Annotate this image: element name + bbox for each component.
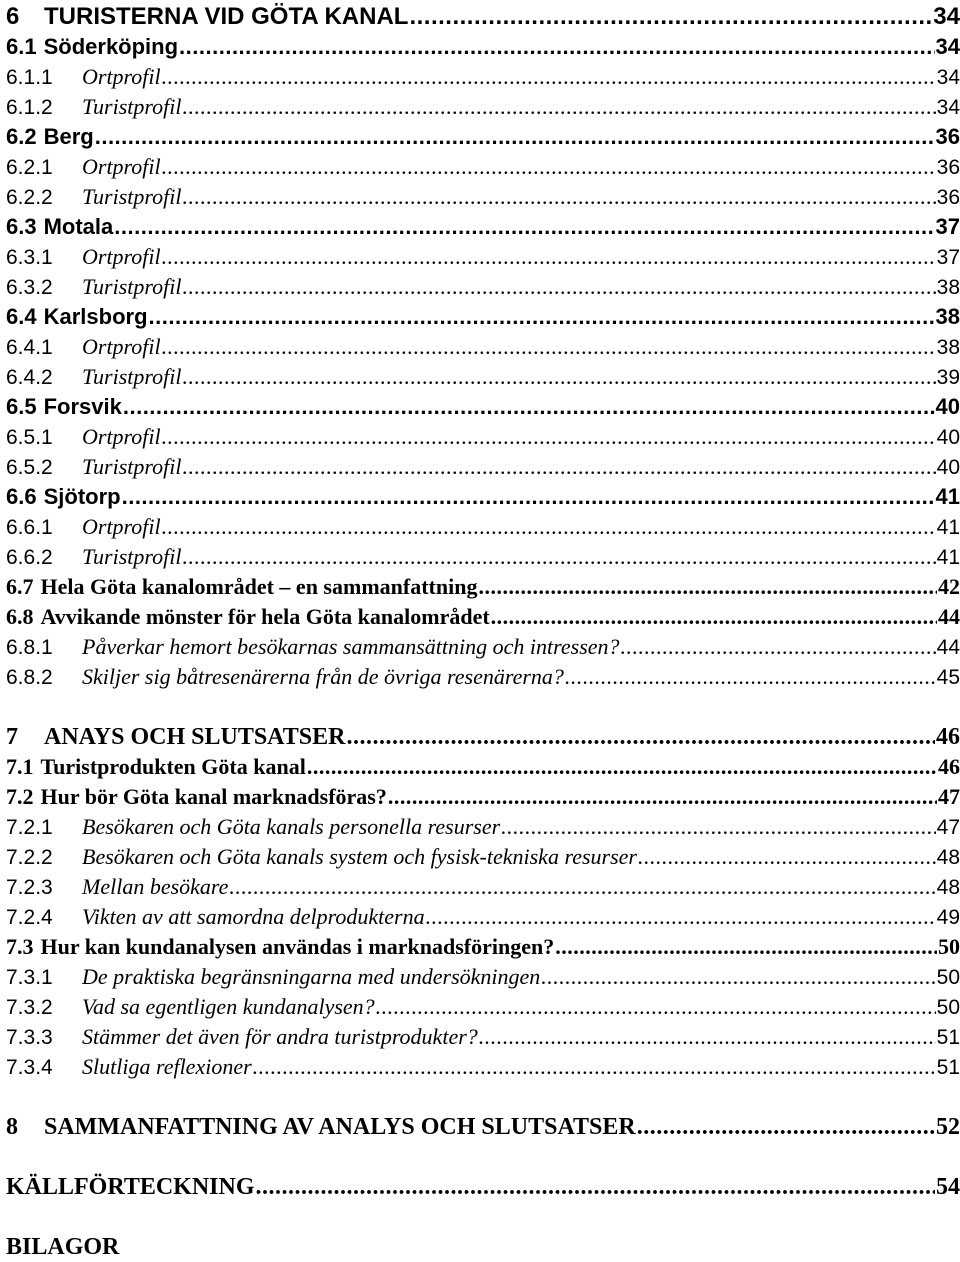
toc-leader-dots [491, 602, 937, 632]
toc-entry-number: 7.2.2 [6, 846, 53, 869]
toc-entry[interactable] [6, 122, 960, 152]
toc-entry[interactable] [6, 932, 960, 962]
toc-entry-title: Slutliga reflexioner [82, 1054, 252, 1079]
toc-leader-dots [478, 572, 937, 602]
toc-entry[interactable] [6, 392, 960, 422]
toc-leader-dots [162, 242, 936, 272]
toc-entry-number: 6.8.1 [6, 636, 53, 659]
toc-entry-title: Turistprofil [82, 184, 182, 209]
toc-leader-dots [182, 92, 935, 122]
toc-leader-dots [409, 2, 932, 32]
toc-entry-title: Mellan besökare [82, 874, 229, 899]
toc-leader-dots [182, 452, 935, 482]
toc-entry[interactable] [6, 452, 960, 482]
toc-entry-page: 45 [936, 666, 960, 689]
toc-entry-page: 34 [936, 66, 960, 89]
toc-entry-number: 6.5.2 [6, 456, 53, 479]
toc-entry-page: 41 [936, 546, 960, 569]
toc-entry-title: Karlsborg [43, 304, 148, 329]
toc-entry-page: 40 [936, 456, 960, 479]
toc-entry[interactable] [6, 212, 960, 242]
toc-entry-number: 7.3.1 [6, 966, 53, 989]
toc-leader-dots [162, 512, 936, 542]
toc-leader-dots [376, 992, 936, 1022]
toc-entry-page: 42 [938, 574, 960, 599]
toc-entry[interactable] [6, 512, 960, 542]
toc-entry-page: 39 [936, 366, 960, 389]
toc-entry-title: Ortprofil [82, 154, 161, 179]
toc-entry-title: Forsvik [43, 394, 122, 419]
toc-entry-page: 48 [936, 876, 960, 899]
toc-entry[interactable] [6, 1232, 960, 1262]
toc-entry[interactable] [6, 362, 960, 392]
toc-entry-number: 6.1.2 [6, 96, 53, 119]
toc-entry-page: 44 [938, 604, 960, 629]
toc-entry-page: 46 [938, 754, 960, 779]
toc-entry-number: 7.3.3 [6, 1026, 53, 1049]
toc-leader-dots [638, 842, 936, 872]
toc-leader-dots [182, 362, 935, 392]
toc-entry-title: Vikten av att samordna delprodukterna [82, 904, 425, 929]
toc-entry-title: Ortprofil [82, 514, 161, 539]
toc-leader-dots [182, 542, 935, 572]
toc-entry-page: 37 [936, 246, 960, 269]
toc-entry[interactable] [6, 1172, 960, 1202]
toc-entry-page: 48 [936, 846, 960, 869]
toc-entry-title: Sjötorp [43, 484, 121, 509]
toc-entry-page: 36 [935, 124, 960, 149]
toc-leader-dots [95, 122, 935, 152]
toc-entry-number: 6.4.1 [6, 336, 53, 359]
toc-entry[interactable] [6, 602, 960, 632]
toc-entry-page: 49 [936, 906, 960, 929]
toc-entry-page: 44 [936, 636, 960, 659]
toc-entry[interactable] [6, 842, 960, 872]
toc-entry-page: 38 [935, 304, 960, 329]
toc-entry-page: 36 [936, 156, 960, 179]
toc-entry-number: 6.3.1 [6, 246, 53, 269]
toc-leader-dots [555, 932, 937, 962]
toc-leader-dots [501, 812, 936, 842]
toc-entry[interactable] [6, 302, 960, 332]
toc-entry-page: 47 [938, 784, 960, 809]
toc-entry[interactable] [6, 572, 960, 602]
toc-entry-number: 7 [6, 724, 18, 750]
toc-entry[interactable] [6, 632, 960, 662]
toc-leader-dots [162, 422, 936, 452]
toc-entry-number: 6.1.1 [6, 66, 53, 89]
toc-entry[interactable] [6, 152, 960, 182]
toc-leader-dots [541, 962, 935, 992]
toc-entry[interactable] [6, 482, 960, 512]
toc-entry-page: 41 [936, 516, 960, 539]
toc-leader-dots [122, 482, 935, 512]
toc-entry[interactable] [6, 662, 960, 692]
toc-entry-number: 6.4 [6, 304, 37, 329]
toc-leader-dots [637, 1112, 935, 1142]
toc-entry[interactable] [6, 1112, 960, 1142]
toc-leader-dots [229, 872, 935, 902]
toc-entry-title: Vad sa egentligen kundanalysen? [82, 994, 375, 1019]
toc-entry[interactable] [6, 752, 960, 782]
toc-entry[interactable] [6, 62, 960, 92]
toc-entry-title: Ortprofil [82, 334, 161, 359]
toc-entry[interactable] [6, 182, 960, 212]
toc-entry-number: 6.2 [6, 124, 37, 149]
toc-entry[interactable] [6, 542, 960, 572]
toc-entry-title: Ortprofil [82, 64, 161, 89]
toc-entry-number: 6.3.2 [6, 276, 53, 299]
toc-entry-title: BILAGOR [6, 1234, 120, 1260]
toc-entry-page: 37 [935, 214, 960, 239]
toc-entry-page: 38 [936, 276, 960, 299]
toc-entry-number: 6.8.2 [6, 666, 53, 689]
toc-entry-page: 38 [936, 336, 960, 359]
toc-entry-page: 40 [936, 426, 960, 449]
toc-entry-number: 7.2.4 [6, 906, 53, 929]
toc-entry-number: 6.2.1 [6, 156, 53, 179]
toc-leader-dots [179, 32, 934, 62]
toc-entry-page: 36 [936, 186, 960, 209]
toc-entry-page: 51 [936, 1056, 960, 1079]
toc-entry-title: Turistprofil [82, 364, 182, 389]
toc-entry-page: 40 [935, 394, 960, 419]
toc-entry[interactable] [6, 272, 960, 302]
toc-entry-number: 7.3 [6, 934, 34, 959]
toc-entry-title: Ortprofil [82, 424, 161, 449]
toc-entry[interactable] [6, 992, 960, 1022]
toc-entry-number: 6.3 [6, 214, 37, 239]
toc-entry-page: 47 [936, 816, 960, 839]
toc-entry-title: SAMMANFATTNING AV ANALYS OCH SLUTSATSER [44, 1114, 636, 1140]
toc-entry-page: 50 [936, 996, 960, 1019]
toc-leader-dots [162, 152, 936, 182]
toc-entry[interactable] [6, 422, 960, 452]
toc-entry-number: 6.5 [6, 394, 37, 419]
toc-entry-number: 6.6.2 [6, 546, 53, 569]
toc-entry-title: Hela Göta kanalområdet – en sammanfattning [40, 574, 478, 599]
toc-leader-dots [253, 1052, 936, 1082]
toc-leader-dots [426, 902, 936, 932]
toc-entry-number: 7.2 [6, 784, 34, 809]
toc-entry-page: 34 [933, 3, 960, 30]
toc-entry-page: 52 [936, 1114, 960, 1140]
toc-entry-page: 46 [936, 724, 960, 750]
toc-entry-number: 7.2.3 [6, 876, 53, 899]
toc-entry-title: Turistprofil [82, 454, 182, 479]
toc-entry-title: Motala [43, 214, 114, 239]
toc-leader-dots [182, 182, 935, 212]
toc-entry-title: ANAYS OCH SLUTSATSER [44, 724, 346, 750]
toc-leader-dots [123, 392, 935, 422]
toc-entry-number: 6.2.2 [6, 186, 53, 209]
toc-entry-number: 7.1 [6, 754, 34, 779]
toc-entry-number: 6.1 [6, 34, 37, 59]
toc-entry-page: 54 [936, 1174, 960, 1200]
toc-entry-number: 6.6.1 [6, 516, 53, 539]
toc-entry[interactable] [6, 32, 960, 62]
toc-entry[interactable] [6, 2, 960, 32]
toc-entry-title: Ortprofil [82, 244, 161, 269]
toc-leader-dots [621, 632, 936, 662]
toc-entry-title: Besökaren och Göta kanals personella resurser [82, 814, 501, 839]
toc-entry-page: 50 [938, 934, 960, 959]
toc-entry[interactable] [6, 1022, 960, 1052]
toc-entry[interactable] [6, 92, 960, 122]
toc-entry[interactable] [6, 812, 960, 842]
toc-entry-number: 6.5.1 [6, 426, 53, 449]
toc-leader-dots [162, 332, 936, 362]
toc-entry-title: Stämmer det även för andra turistprodukter? [82, 1024, 478, 1049]
toc-entry[interactable] [6, 332, 960, 362]
toc-entry-title: Turistprofil [82, 274, 182, 299]
toc-entry-number: 7.3.4 [6, 1056, 53, 1079]
toc-entry-title: Turistprodukten Göta kanal [40, 754, 306, 779]
toc-entry-title: Avvikande mönster för hela Göta kanalområdet [40, 604, 490, 629]
toc-leader-dots [479, 1022, 936, 1052]
toc-entry[interactable] [6, 872, 960, 902]
toc-entry[interactable] [6, 242, 960, 272]
toc-leader-dots [149, 302, 935, 332]
toc-leader-dots [346, 722, 935, 752]
toc-entry-number: 6.6 [6, 484, 37, 509]
toc-entry-title: De praktiska begränsningarna med undersökningen [82, 964, 541, 989]
toc-entry-title: Skiljer sig båtresenärerna från de övriga resenärerna? [82, 664, 564, 689]
toc-leader-dots [565, 662, 936, 692]
toc-entry-title: Hur kan kundanalysen användas i marknadsföringen? [40, 934, 555, 959]
toc-entry-title: Berg [43, 124, 94, 149]
toc-entry-number: 6.7 [6, 574, 34, 599]
toc-entry-title: Påverkar hemort besökarnas sammansättning och intressen? [82, 634, 620, 659]
toc-entry[interactable] [6, 782, 960, 812]
toc-entry-page: 34 [935, 34, 960, 59]
toc-leader-dots [256, 1172, 935, 1202]
toc-entry-title: Turistprofil [82, 94, 182, 119]
toc-leader-dots [182, 272, 935, 302]
toc-entry[interactable] [6, 902, 960, 932]
toc-leader-dots [162, 62, 936, 92]
toc-entry-number: 7.2.1 [6, 816, 53, 839]
toc-entry[interactable] [6, 1052, 960, 1082]
toc-entry-title: TURISTERNA VID GÖTA KANAL [44, 3, 409, 30]
toc-entry-title: Besökaren och Göta kanals system och fysisk-tekniska resurser [82, 844, 637, 869]
toc-entry-page: 41 [935, 484, 960, 509]
toc-entry-title: Turistprofil [82, 544, 182, 569]
toc-entry-page: 51 [936, 1026, 960, 1049]
toc-entry-number: 6.4.2 [6, 366, 53, 389]
toc-entry-number: 8 [6, 1114, 18, 1140]
toc-entry-page: 50 [936, 966, 960, 989]
toc-leader-dots [114, 212, 934, 242]
toc-leader-dots [388, 782, 937, 812]
toc-entry-number: 6.8 [6, 604, 34, 629]
toc-leader-dots [307, 752, 937, 782]
toc-entry-title: Hur bör Göta kanal marknadsföras? [40, 784, 387, 809]
toc-entry-title: Söderköping [43, 34, 179, 59]
toc-entry-page: 34 [936, 96, 960, 119]
toc-entry-title: KÄLLFÖRTECKNING [6, 1174, 255, 1200]
toc-entry-number: 7.3.2 [6, 996, 53, 1019]
toc-entry-number: 6 [6, 3, 20, 30]
toc-entry[interactable] [6, 962, 960, 992]
toc-entry[interactable] [6, 722, 960, 752]
